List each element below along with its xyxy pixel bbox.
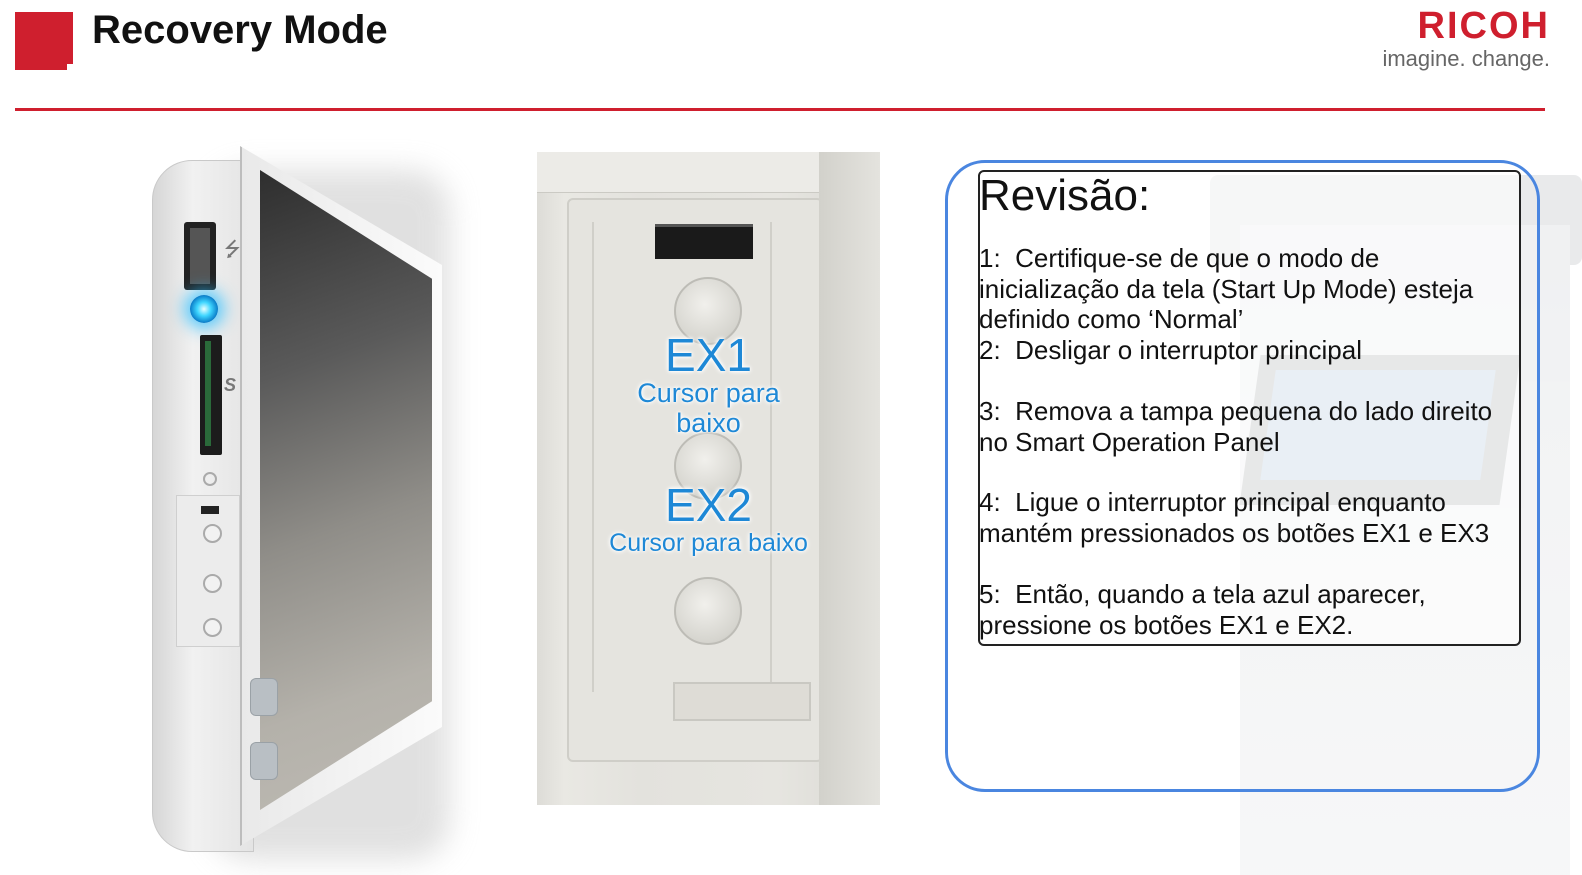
ex3-button: [674, 577, 742, 645]
review-step-1: 1: Certifique-se de que o modo de inicialização da tela (Start Up Mode) esteja definido como ‘Normal’: [979, 243, 1474, 334]
mount-clip: [250, 742, 278, 780]
closeup-edge: [819, 152, 880, 805]
side-button: [203, 618, 222, 637]
callout-ex1: [537, 329, 880, 438]
tablet-screen: [260, 170, 432, 810]
step-number: 1: [979, 243, 994, 273]
tablet-photo: [150, 140, 450, 855]
step-number: 2: [979, 335, 994, 365]
status-led-icon: [190, 295, 218, 323]
mount-clip: [250, 678, 278, 716]
review-heading: Revisão:: [979, 171, 1151, 220]
logo-tagline: imagine. change.: [1382, 46, 1550, 71]
step-number: 3: [979, 396, 994, 426]
step-text: Certifique-se de que o modo de inicialização da tela (Start Up Mode) esteja definido como ‘Normal’: [979, 243, 1474, 334]
ricoh-logo: [1382, 6, 1550, 72]
step-text: Desligar o interruptor principal: [1015, 335, 1362, 365]
review-step-5: 5: Então, quando a tela azul aparecer, pressione os botões EX1 e EX2.: [979, 579, 1426, 640]
step-text: Ligue o interruptor principal enquanto mantém pressionados os botões EX1 e EX3: [979, 487, 1490, 548]
callout-ex2-label: EX2: [665, 479, 752, 531]
usb-port: [184, 222, 216, 290]
step-number: 5: [979, 579, 994, 609]
brand-square: [15, 12, 73, 70]
sd-card-icon: S: [224, 375, 237, 395]
logo-wordmark: RICOH: [1417, 5, 1550, 47]
panel-slot: [201, 506, 219, 514]
side-button-panel: [176, 495, 240, 647]
step-text: Remova a tampa pequena do lado direito no Smart Operation Panel: [979, 396, 1493, 457]
page-title: Recovery Mode: [92, 8, 388, 52]
callout-ex1-sub: Cursor para baixo: [637, 378, 780, 438]
reset-hole: [203, 472, 217, 486]
closeup-foot: [673, 682, 811, 721]
sd-card-slot: [200, 335, 222, 455]
step-number: 4: [979, 487, 994, 517]
closeup-slot: [655, 224, 753, 259]
callout-ex2-sub: Cursor para baixo: [609, 529, 808, 557]
side-button: [203, 524, 222, 543]
review-step-2: 2: Desligar o interruptor principal: [979, 335, 1362, 365]
usb-icon: ⭍: [224, 239, 241, 261]
button-closeup-photo: [537, 152, 880, 805]
review-step-3: 3: Remova a tampa pequena do lado direito no Smart Operation Panel: [979, 396, 1493, 457]
step-text: Então, quando a tela azul aparecer, pressione os botões EX1 e EX2.: [979, 579, 1426, 640]
review-step-4: 4: Ligue o interruptor principal enquanto mantém pressionados os botões EX1 e EX3: [979, 487, 1490, 548]
side-button: [203, 574, 222, 593]
callout-ex2: [537, 479, 880, 558]
title-divider: [15, 108, 1545, 111]
callout-ex1-label: EX1: [665, 329, 752, 381]
